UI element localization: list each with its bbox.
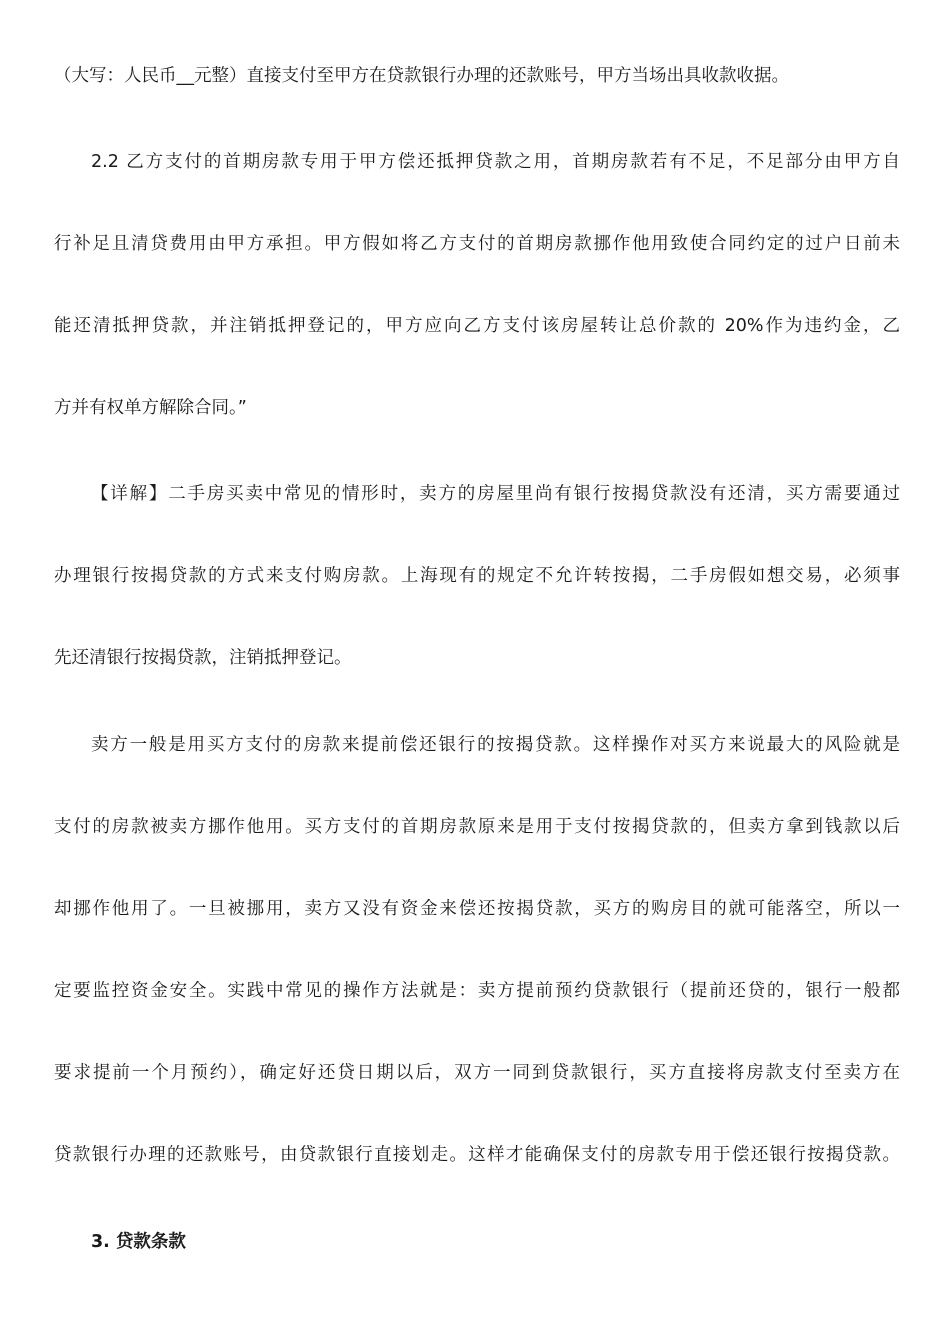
text-line-9: 卖方一般是用买方支付的房款来提前偿还银行的按揭贷款。这样操作对买方来说最大的风险就是 [91, 735, 900, 755]
text-line-3: 行补足且清贷费用由甲方承担。甲方假如将乙方支付的首期房款挪作他用致使合同约定的过户日前未 [54, 234, 900, 254]
text-line-5: 方并有权单方解除合同。” [54, 398, 247, 418]
text-line-6: 【详解】二手房买卖中常见的情形时，卖方的房屋里尚有银行按揭贷款没有还清，买方需要通过 [91, 484, 900, 504]
text-line-13: 要求提前一个月预约），确定好还贷日期以后，双方一同到贷款银行，买方直接将房款支付至卖方在 [54, 1063, 900, 1083]
text-line-11: 却挪作他用了。一旦被挪用，卖方又没有资金来偿还按揭贷款，买方的购房目的就可能落空，所以一 [54, 899, 900, 919]
text-line-8: 先还清银行按揭贷款，注销抵押登记。 [54, 648, 352, 668]
text-line-2: 2.2 乙方支付的首期房款专用于甲方偿还抵押贷款之用，首期房款若有不足，不足部分由甲方自 [91, 152, 900, 172]
text-line-1: （大写：人民币__元整）直接支付至甲方在贷款银行办理的还款账号，甲方当场出具收款收据。 [54, 66, 789, 86]
text-line-4: 能还清抵押贷款，并注销抵押登记的，甲方应向乙方支付该房屋转让总价款的 20%作为违约金，乙 [54, 316, 900, 336]
text-line-14: 贷款银行办理的还款账号，由贷款银行直接划走。这样才能确保支付的房款专用于偿还银行按揭贷款。 [54, 1145, 900, 1165]
section-heading: 3. 贷款条款 [91, 1232, 186, 1252]
text-line-7: 办理银行按揭贷款的方式来支付购房款。上海现有的规定不允许转按揭，二手房假如想交易，必须事 [54, 566, 900, 586]
text-line-10: 支付的房款被卖方挪作他用。买方支付的首期房款原来是用于支付按揭贷款的，但卖方拿到钱款以后 [54, 817, 900, 837]
text-line-12: 定要监控资金安全。实践中常见的操作方法就是：卖方提前预约贷款银行（提前还贷的，银行一般都 [54, 981, 900, 1001]
